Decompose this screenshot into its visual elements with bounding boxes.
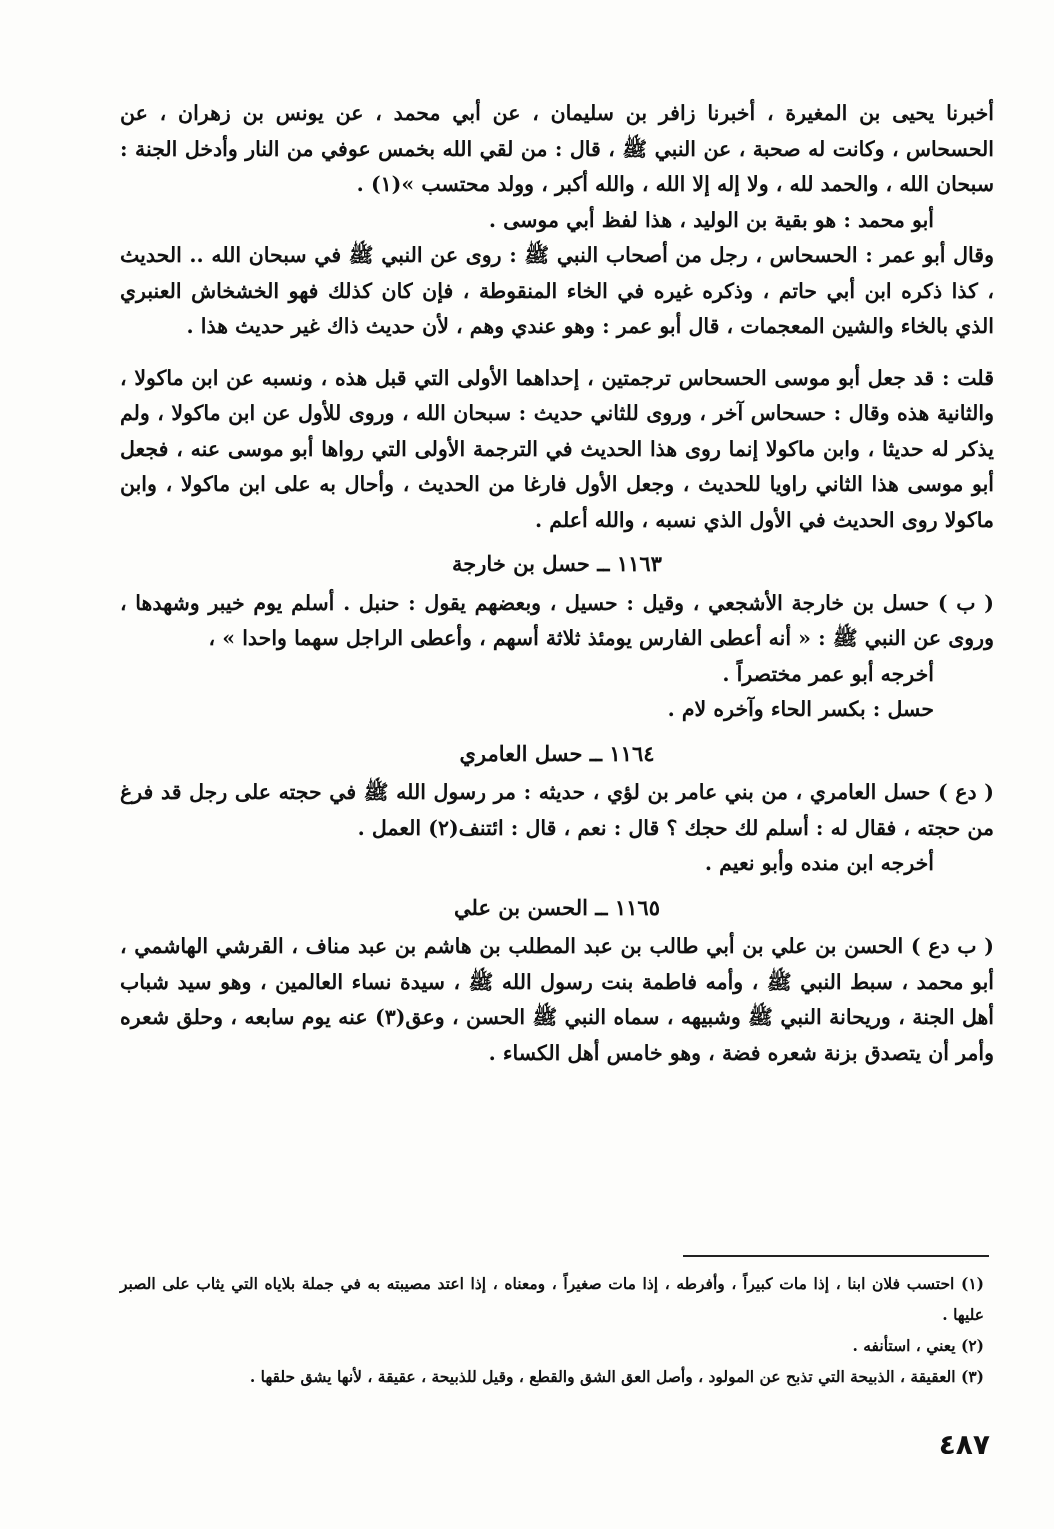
footnote-3: (٣) العقيقة ، الذبيحة التي تذبح عن المولود ، وأصل العق الشق والقطع ، وقيل للذبيحة ، عقيقة ، لأنها يشق حلقها . — [249, 1367, 984, 1386]
entry-heading-1164: ١١٦٤ ــ حسل العامري — [459, 740, 655, 766]
footnotes — [120, 1268, 984, 1392]
entry-heading-1165: ١١٦٥ ــ الحسن بن علي — [454, 894, 660, 920]
footnote-2: (٢) يعني ، استأنفه . — [852, 1336, 984, 1355]
footnote-1: (١) احتسب فلان ابنا ، إذا مات كبيراً ، وأفرطه ، إذا مات صغيراً ، ومعناه ، إذا اعتد مصيبته به في جملة بلاياه التي يثاب على الصبر عليها . — [120, 1274, 984, 1324]
footnote-separator — [683, 1255, 989, 1257]
qultu-paragraph: قلت : قد جعل أبو موسى الحسحاس ترجمتين ، إحداهما الأولى التي قبل هذه ، ونسبه عن ابن ماكولا ، والثانية هذه وقال : حسحاس آخر ، وروى للثاني حديث : سبحان الله ، وروى للأول عن ابن ماكولا ، ولم يذكر له حديثا ، وابن ماكولا إنما روى هذا الحديث في الترجمة الأولى التي رواها أبو موسى عنه ، فجعل أبو موسى هذا الثاني راويا للحديث ، وجعل الأول فارغا من الحديث ، وأحال به على ابن ماكولا ، وابن ماكولا روى الحديث في الأول الذي نسبه ، والله أعلم . — [120, 365, 995, 532]
main-text — [120, 96, 994, 1071]
entry-body-1165: ( ب دع ) الحسن بن علي بن أبي طالب بن عبد المطلب بن هاشم بن عبد مناف ، القرشي الهاشمي ، أبو محمد ، سبط النبي ﷺ ، وأمه فاطمة بنت رسول الله ﷺ ، سيدة نساء العالمين ، وهو سيد شباب أهل الجنة ، وريحانة النبي ﷺ وشبيهه ، سماه النبي ﷺ الحسن ، وعق(٣) عنه يوم سابعه ، وحلق شعره وأمر أن يتصدق بزنة شعره فضة ، وهو خامس أهل الكساء . — [120, 934, 995, 1065]
entry-body-1164: ( دع ) حسل العامري ، من بني عامر بن لؤي ، حديثه : مر رسول الله ﷺ في حجته على رجل قد فرغ من حجته ، فقال له : أسلم لك حجك ؟ قال : نعم ، قال : ائتنف(٢) العمل . — [120, 780, 994, 840]
isnad-paragraph: أخبرنا يحيى بن المغيرة ، أخبرنا زافر بن سليمان ، عن أبي محمد ، عن يونس بن زهران ، عن الحسحاس ، وكانت له صحبة ، عن النبي ﷺ ، قال : من لقي الله بخمس عوفي من النار وأدخل الجنة : سبحان الله ، والحمد لله ، ولا إله إلا الله ، والله أكبر ، وولد محتسب »(١) . — [120, 101, 994, 196]
entry-note-1163-a: أخرجه أبو عمر مختصراً . — [722, 661, 934, 686]
entry-note-1164-a: أخرجه ابن منده وأبو نعيم . — [704, 851, 934, 875]
paragraph-gap — [120, 345, 994, 361]
entry-heading-1163: ١١٦٣ ــ حسل بن خارجة — [452, 551, 662, 576]
entry-body-1163: ( ب ) حسل بن خارجة الأشجعي ، وقيل : حسيل ، وبعضهم يقول : حنبل . أسلم يوم خيبر وشهدها ، وروى عن النبي ﷺ : « أنه أعطى الفارس يومئذ ثلاثة أسهم ، وأعطى الراجل سهما واحدا » ، — [120, 590, 994, 650]
abu-umar-paragraph: وقال أبو عمر : الحسحاس ، رجل من أصحاب النبي ﷺ : روى عن النبي ﷺ في سبحان الله .. الحديث ، كذا ذكره ابن أبي حاتم ، وذكره غيره في الخاء المنقوطة ، فإن كان كذلك فهو الخشخاش العنبري الذي بالخاء والشين المعجمات ، قال أبو عمر : وهو عندي وهم ، لأن حديث ذاك غير حديث هذا . — [120, 243, 994, 338]
abu-muhammad-paragraph: أبو محمد : هو بقية بن الوليد ، هذا لفظ أبي موسى . — [488, 207, 934, 232]
page-number: ٤٨٧ — [938, 1428, 990, 1461]
entry-note-1163-b: حسل : بكسر الحاء وآخره لام . — [667, 697, 934, 721]
